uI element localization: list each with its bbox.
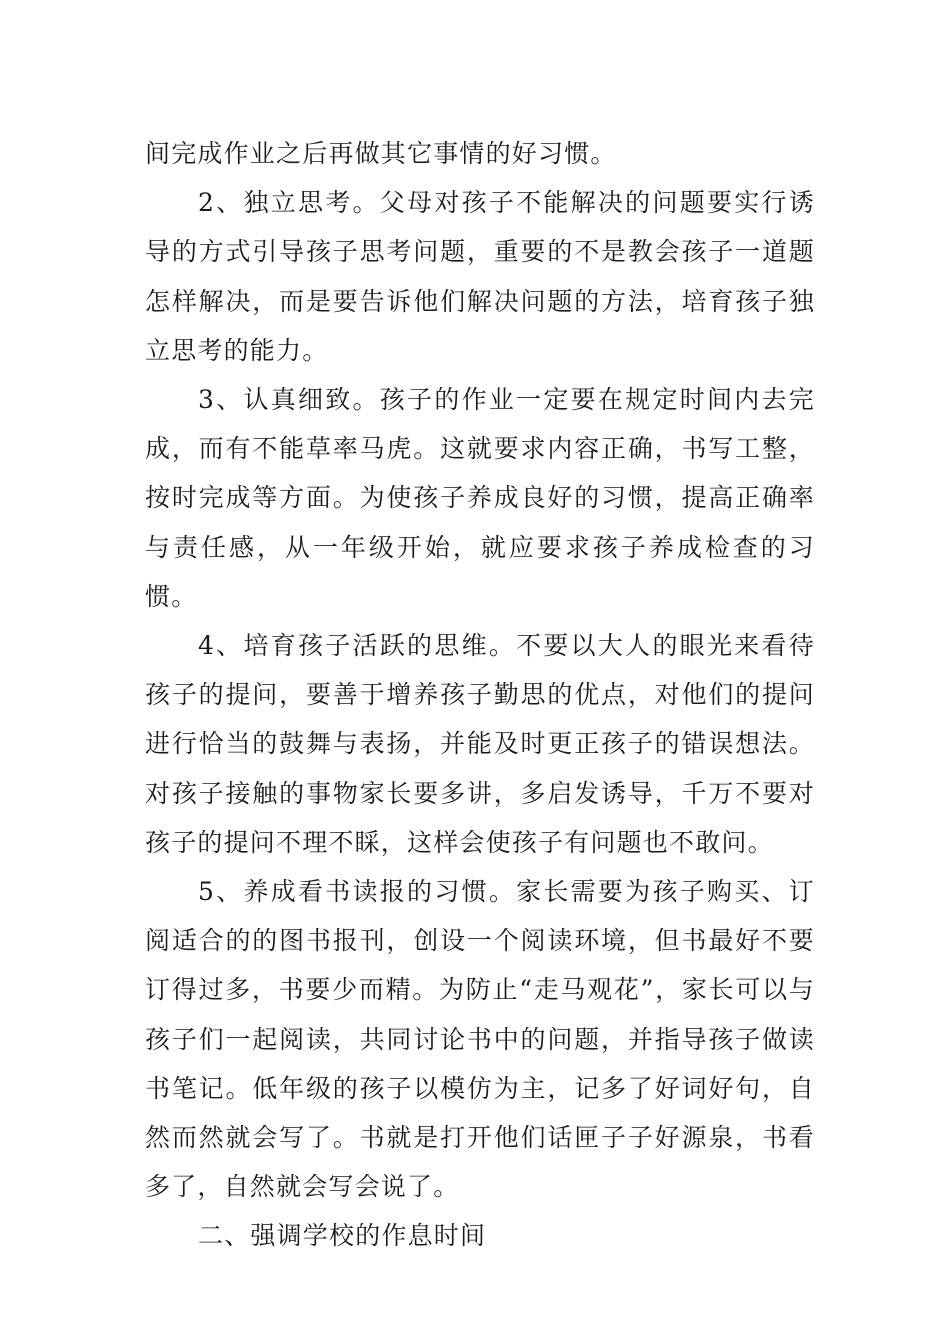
paragraph-reading-habit: 5、养成看书读报的习惯。家长需要为孩子购买、订阅适合的的图书报刊，创设一个阅读环境，但书最好不要订得过多，书要少而精。为防止“走马观花”，家长可以与孩子们一起阅读，共同讨论书中的问题，并指导孩子做读书笔记。低年级的孩子以模仿为主，记多了好词好句，自然而然就会写了。书就是打开他们话匣子子好源泉，书看多了，自然就会写会说了。 [145, 877, 815, 1202]
paragraph-careful-attention: 3、认真细致。孩子的作业一定要在规定时间内去完成，而有不能草率马虎。这就要求内容正确，书写工整，按时完成等方面。为使孩子养成良好的习惯，提高正确率与责任感，从一年级开始，就应要求孩子养成检查的习惯。 [145, 385, 815, 611]
paragraph-active-thinking: 4、培育孩子活跃的思维。不要以大人的眼光来看待孩子的提问，要善于增养孩子勤思的优点，对他们的提问进行恰当的鼓舞与表扬，并能及时更正孩子的错误想法。对孩子接触的事物家长要多讲，多启发诱导，千万不要对孩子的提问不理不睬，这样会使孩子有问题也不敢问。 [145, 631, 815, 857]
paragraph-continuation: 间完成作业之后再做其它事情的好习惯。 [145, 139, 617, 168]
document-body [145, 129, 815, 1261]
section-heading: 二、强调学校的作息时间 [198, 1221, 487, 1251]
paragraph-independent-thinking: 2、独立思考。父母对孩子不能解决的问题要实行诱导的方式引导孩子思考问题，重要的不是教会孩子一道题怎样解决，而是要告诉他们解决问题的方法，培育孩子独立思考的能力。 [145, 188, 815, 365]
